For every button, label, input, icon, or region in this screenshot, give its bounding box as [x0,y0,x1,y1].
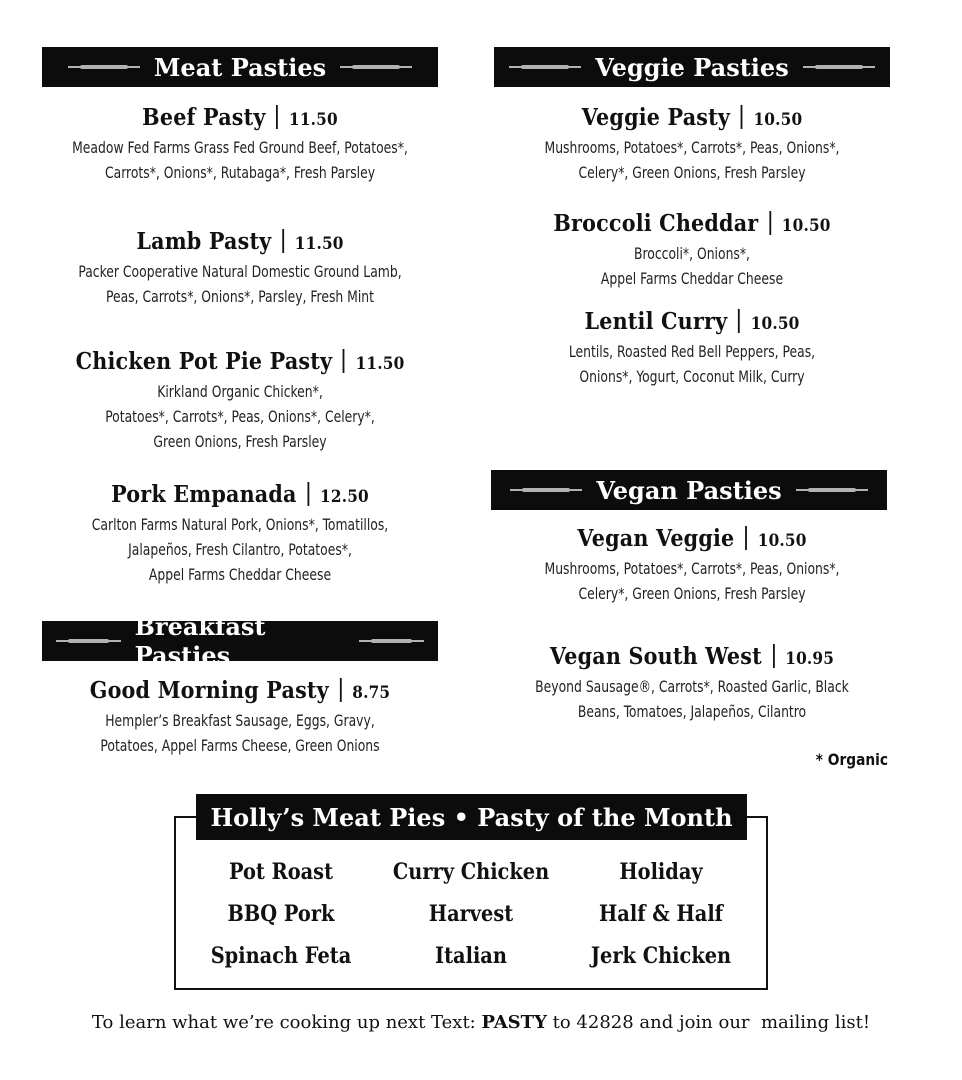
description-line: Beans, Tomatoes, Jalapeños, Cilantro [577,702,807,721]
description-line: Broccoli*, Onions*, [634,244,750,263]
item-description [505,556,880,606]
item-name: Beef Pasty [142,104,266,131]
description-line: Beyond Sausage®, Carrots*, Roasted Garlic, Black [535,677,849,696]
month-item: Harvest [428,901,514,927]
description-line: Carlton Farms Natural Pork, Onions*, Tomatillos, [91,515,389,534]
meat-pasties-banner [42,47,438,87]
price-divider [307,482,309,506]
item-price: 8.75 [352,683,391,703]
pasty-of-the-month-banner [196,794,747,840]
item-price: 12.50 [320,487,369,507]
veggie-pasties-title: Veggie Pasties [595,52,789,82]
menu-item [474,642,910,724]
vegan-pasties-list [474,524,910,750]
price-divider [282,229,284,253]
item-price: 11.50 [294,234,344,254]
footer-text-after: to 42828 and join our mailing list! [546,1012,871,1033]
month-item: Italian [435,943,507,969]
description-line: Appel Farms Cheddar Cheese [600,269,784,288]
price-divider [276,105,278,129]
item-price: 10.95 [785,649,835,669]
description-line: Kirkland Organic Chicken*, [157,382,323,401]
price-divider [745,526,747,550]
item-description [505,339,880,389]
item-name: Good Morning Pasty [89,677,329,704]
month-item: Half & Half [599,901,723,927]
menu-item [22,347,458,454]
description-line: Meadow Fed Farms Grass Fed Ground Beef, Potatoes*, [72,138,408,157]
banner-ornament-right [359,640,424,642]
item-name: Lamb Pasty [136,228,272,255]
description-line: Carrots*, Onions*, Rutabaga*, Fresh Parsley [104,163,376,182]
vegan-pasties-banner [491,470,887,510]
banner-ornament-right [796,489,868,491]
description-line: Celery*, Green Onions, Fresh Parsley [578,163,806,182]
item-name: Broccoli Cheddar [553,210,759,237]
item-price: 10.50 [757,531,807,551]
month-item: BBQ Pork [227,901,335,927]
description-line: Green Onions, Fresh Parsley [153,432,327,451]
breakfast-pasties-list [22,676,458,784]
item-description [53,259,428,309]
item-description [505,241,880,291]
price-divider [773,644,775,668]
vegan-pasties-title: Vegan Pasties [596,475,782,505]
description-line: Peas, Carrots*, Onions*, Parsley, Fresh Mint [105,287,374,306]
item-description [53,708,428,758]
menu-item [22,480,458,587]
menu-item [474,209,910,291]
description-line: Potatoes, Appel Farms Cheese, Green Onions [100,736,380,755]
description-line: Lentils, Roasted Red Bell Peppers, Peas, [568,342,816,361]
item-description [505,674,880,724]
description-line: Potatoes*, Carrots*, Peas, Onions*, Celery*, [105,407,375,426]
item-description [53,135,428,185]
month-item: Spinach Feta [210,943,352,969]
item-price: 10.50 [750,314,800,334]
banner-ornament-right [803,66,875,68]
menu-item [474,103,910,185]
menu-item [474,307,910,389]
item-name: Chicken Pot Pie Pasty [75,348,333,375]
price-divider [340,678,342,702]
item-name: Pork Empanada [111,481,297,508]
menu-item [22,676,458,758]
menu-item [22,103,458,185]
price-divider [738,309,740,333]
breakfast-pasties-banner [42,612,438,670]
footer-text-before: To learn what we’re cooking up next Text: [91,1012,482,1033]
pasty-of-the-month-title: Holly’s Meat Pies • Pasty of the Month [210,802,733,832]
item-price: 11.50 [288,110,338,130]
item-price: 10.50 [781,216,831,236]
price-divider [343,349,345,373]
item-description [53,512,428,587]
item-name: Vegan Veggie [577,525,735,552]
item-name: Veggie Pasty [581,104,731,131]
menu-item [474,524,910,606]
footer-keyword: PASTY [481,1012,547,1033]
description-line: Jalapeños, Fresh Cilantro, Potatoes*, [128,540,352,559]
item-description [505,135,880,185]
veggie-pasties-list [474,103,910,415]
veggie-pasties-banner [494,47,890,87]
description-line: Onions*, Yogurt, Coconut Milk, Curry [579,367,805,386]
description-line: Hempler’s Breakfast Sausage, Eggs, Gravy, [105,711,375,730]
mailing-list-footer [0,1012,962,1033]
description-line: Appel Farms Cheddar Cheese [148,565,332,584]
description-line: Mushrooms, Potatoes*, Carrots*, Peas, Onions*, [544,138,840,157]
meat-pasties-list [22,103,458,613]
description-line: Packer Cooperative Natural Domestic Ground Lamb, [78,262,402,281]
month-item: Jerk Chicken [590,943,732,969]
banner-ornament-right [340,66,412,68]
price-divider [769,211,771,235]
description-line: Celery*, Green Onions, Fresh Parsley [578,584,806,603]
banner-ornament-left [510,489,582,491]
month-item: Curry Chicken [392,859,550,885]
item-name: Vegan South West [549,643,762,670]
description-line: Mushrooms, Potatoes*, Carrots*, Peas, Onions*, [544,559,840,578]
month-item: Holiday [619,859,703,885]
banner-ornament-left [68,66,140,68]
item-price: 10.50 [753,110,803,130]
breakfast-pasties-title: Breakfast Pasties [134,612,266,670]
price-divider [741,105,743,129]
banner-ornament-left [56,640,121,642]
organic-note: * Organic [815,750,888,769]
item-price: 11.50 [355,354,405,374]
item-description [53,379,428,454]
banner-ornament-left [509,66,581,68]
menu-item [22,227,458,309]
item-name: Lentil Curry [584,308,728,335]
meat-pasties-title: Meat Pasties [153,52,327,82]
month-item: Pot Roast [228,859,334,885]
pasty-of-the-month-grid [186,858,756,970]
